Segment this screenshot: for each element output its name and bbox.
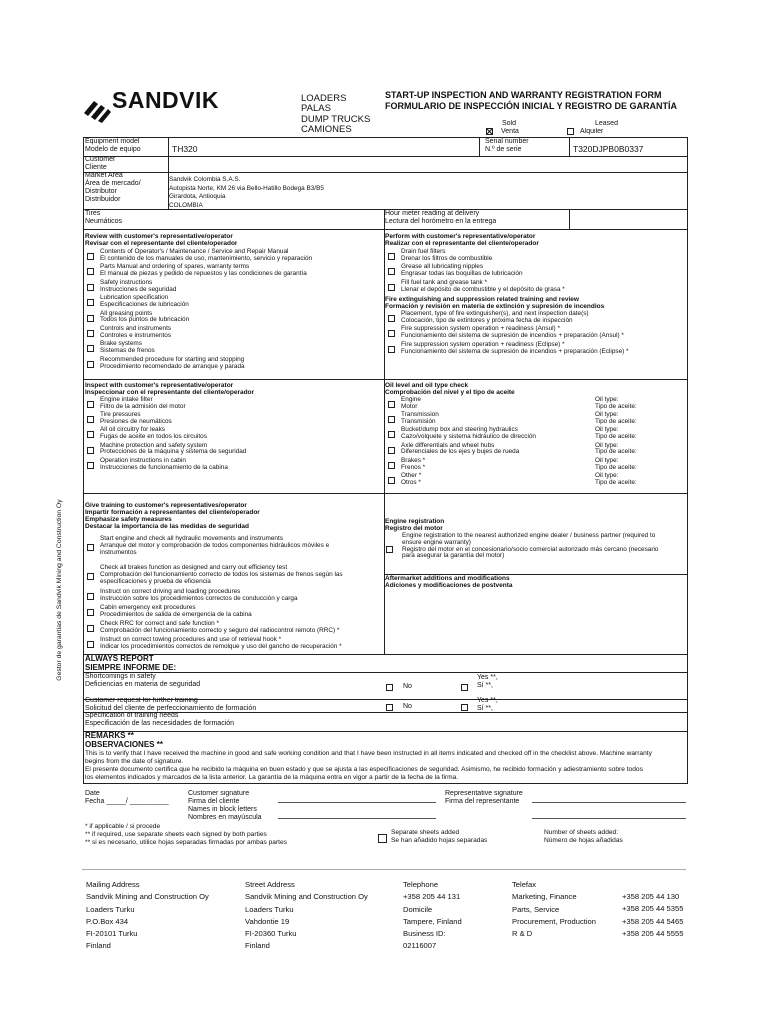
category-item: LOADERS [301,93,347,104]
oil-section-title: Oil level and oil type check Comprobación del nivel y el tipo de aceite [385,382,515,396]
checklist-checkbox[interactable] [87,401,94,408]
customer-request-label: Customer request for further training Solicitud del cliente de perfeccionamiento de formación [85,697,257,712]
logo-text: SANDVIK [112,87,220,113]
checklist-item: Engine Motor [401,396,421,410]
number-of-sheets-label: Number of sheets added: Número de hojas añadidas [544,829,623,844]
representative-name-line[interactable] [532,818,686,819]
training-checkbox[interactable] [87,544,94,551]
training-item: Instruct on correct driving and loading procedures Instrucción sobre los procedimientos correctos de conducción y carga [100,588,298,602]
representative-signature-line[interactable] [532,802,686,803]
footer-fax-numbers: +358 205 44 130 +358 205 44 5355 +358 205 44 5465 +358 205 44 5555 [622,892,684,938]
customer-request-yes-checkbox[interactable] [461,704,468,711]
checklist-item: Machine protection and safety system Protecciones de la máquina y sistema de seguridad [100,441,247,456]
checklist-item: Drain fuel filters Drenar los filtros de combustible [401,248,493,262]
date-label: Date Fecha _____/ __________ [85,790,169,805]
engine-registration-text: Engine registration to the nearest authorized engine dealer / business partner (required to ensure engine warranty) Registro del motor en el concesionario/socio comercial autorizado más cercano (necesario para asegurar la garantía del motor) [402,532,659,560]
training-section-title: Give training to customer's representatives/operator Impartir formación a representantes del cliente/operador Emphasize safety measures Destacar la importancia de las medidas de seguridad [85,502,260,530]
always-report-title: ALWAYS REPORT SIEMPRE INFORME DE: [85,654,177,672]
sandvik-logo-icon [82,97,112,123]
form-title [385,90,677,111]
checklist-checkbox[interactable] [87,315,94,322]
sold-label-es: Venta [501,128,519,135]
checklist-checkbox[interactable] [388,416,395,423]
leased-checkbox[interactable] [567,128,574,135]
category-item: DUMP TRUCKS [301,113,371,125]
checklist-item: Bucket/dump box and steering hydraulics Cazo/volquete y sistema hidráulico de dirección [401,426,536,441]
declaration-text: This is to verify that I have received the machine in good and safe working condition and that I have been instructed in all items indicated and checked off in the checklist above. Machine warranty begins from the date of signature. El presente documento certifica que he recibido la máquina en buen estado y que se ajusta a las especificaciones de seguridad. Asimismo, he recibido formación y adiestramiento sobre todos los elementos indicados y marcados de la lista anterior. La garantía de la máquina entra en vigor a partir de la fecha de la firma. [85,750,652,781]
checklist-checkbox[interactable] [87,268,94,275]
serial-number-label: Serial number N.º de serie [485,138,529,153]
checklist-checkbox[interactable] [388,253,395,260]
customer-request-no-label: No [403,703,412,710]
checklist-checkbox[interactable] [388,462,395,469]
footnotes: * if applicable / si procede ** if required, use separate sheets each signed by both parties ** si es necesario, utilice hojas separadas firmadas por ambas partes [85,823,287,846]
category-list [301,94,370,135]
checklist-item: Operation instructions in cabin Instrucciones de funcionamiento de la cabina [100,456,228,471]
checklist-item: Fire suppression system operation + readiness (Ansul) * Funcionamiento del sistema de supresión de incendios + preparación (Ansul) * [401,325,624,340]
customer-label: Customer Cliente [85,156,116,171]
checklist-checkbox[interactable] [87,361,94,368]
training-item: Check RRC for correct and safe function * Comprobación del funcionamiento correcto y seguro del radiocontrol remoto (RRC) * [100,620,340,634]
hour-meter-label: Hour meter reading at delivery Lectura del horómetro en la entrega [385,210,497,225]
checklist-item: Lubrication specification Especificaciones de lubricación [100,294,189,308]
checklist-item: Safety instructions Instrucciones de seguridad [100,278,177,293]
market-area-label: Market Area Área de mercado/ Distributor Distribuidor [85,172,141,203]
oil-type-label: Oil type: Tipo de aceite: [595,456,637,471]
review-section-title: Review with customer's representative/operator Revisar con el representante del cliente/operador [85,233,238,247]
customer-name-line[interactable] [278,818,436,819]
leased-label: Leased [595,120,618,127]
footer-divider [82,869,686,870]
training-item: Start engine and check all hydraulic movements and instruments Arranque del motor y comprobación de todos componentes hidráulicos móviles e instrumentos [100,535,330,556]
sandvik-logo [82,87,220,124]
checklist-item: Tire pressures Presiones de neumáticos [100,411,172,425]
checklist-checkbox[interactable] [87,431,94,438]
form-title-es: FORMULARIO DE INSPECCIÓN INICIAL Y REGISTRO DE GARANTÍA [385,100,678,111]
aftermarket-title: Aftermarket additions and modifications Adiciones y modificaciones de postventa [385,575,513,589]
training-checkbox[interactable] [87,609,94,616]
serial-number-value[interactable]: T320DJPB0B0337 [573,145,644,153]
form-title-en: START-UP INSPECTION AND WARRANTY REGISTRATION FORM [385,90,662,100]
sheets-added-checkbox[interactable] [378,834,387,843]
checklist-item: Contents of Operator's / Maintenance / Service and Repair Manual El contenido de los manuales de uso, mantenimiento, servicio y reparación [100,248,313,262]
checklist-checkbox[interactable] [87,284,94,291]
oil-type-label: Oil type: Tipo de aceite: [595,411,637,425]
engine-registration-checkbox[interactable] [386,546,393,553]
tires-label: Tires Neumáticos [85,210,122,225]
checklist-item: Placement, type of fire extinguisher(s), and next inspection date(s) Colocación, tipo de extintores y próxima fecha de inspección [401,310,589,324]
inspect-section-title: Inspect with customer's representative/operator Inspeccionar con el representante del cliente/operador [85,382,255,396]
training-needs-label: Specification of training needs Especificación de las necesidades de formación [85,712,235,727]
checklist-checkbox[interactable] [87,253,94,260]
remarks-title: REMARKS ** OBSERVACIONES ** [85,731,163,749]
checklist-item: All greasing points Todos los puntos de lubricación [100,309,190,324]
training-checkbox[interactable] [87,573,94,580]
footer-phone: Telephone +358 205 44 131 Domicile Tampere, Finland Business ID: 02116007 [403,880,462,951]
checklist-checkbox[interactable] [388,477,395,484]
checklist-checkbox[interactable] [388,401,395,408]
oil-type-label: Oil type: Tipo de aceite: [595,472,637,486]
checklist-checkbox[interactable] [87,416,94,423]
checklist-checkbox[interactable] [388,268,395,275]
customer-request-no-checkbox[interactable] [386,704,393,711]
oil-type-label: Oil type: Tipo de aceite: [595,441,637,456]
training-checkbox[interactable] [87,593,94,600]
fire-section-title: Fire extinguishing and suppression related training and review Formación y revisión en materia de extinción y supresión de incendios [385,296,605,310]
checklist-checkbox[interactable] [388,315,395,322]
category-item: CAMIONES [301,123,352,135]
footer-street: Street Address Sandvik Mining and Construction Oy Loaders Turku Vahdontie 19 FI-20360 Turku Finland [245,880,368,951]
shortcomings-label: Shortcomings in safety Deficiencias en materia de seguridad [85,673,201,688]
checklist-item: Engine intake filter Filtro de la admisión del motor [100,396,186,410]
shortcomings-yes-checkbox[interactable] [461,684,468,691]
checklist-item: Recommended procedure for starting and stopping Procedimiento recomendado de arranque y parada [100,355,245,370]
checklist-checkbox[interactable] [388,447,395,454]
shortcomings-no-checkbox[interactable] [386,684,393,691]
checklist-item: Other * Otros * [401,472,422,486]
shortcomings-no-label: No [403,683,412,690]
training-checkbox[interactable] [87,641,94,648]
checklist-item: All oil circuitry for leaks Fugas de aceite en todos los circuitos [100,426,207,441]
training-checkbox[interactable] [87,625,94,632]
sold-checkbox[interactable] [486,128,493,135]
equipment-model-label: Equipment model Modelo de equipo [85,138,141,153]
sheets-added-label: Separate sheets added Se han añadido hojas separadas [391,829,488,844]
checklist-item: Fire suppression system operation + readiness (Eclipse) * Funcionamiento del sistema de supresión de incendios + preparación (Eclipse) * [401,340,629,355]
checklist-item: Brake systems Sistemas de frenos [100,340,155,355]
category-item: PALAS [301,103,331,115]
checklist-checkbox[interactable] [87,345,94,352]
customer-request-yes-label: Yes **, Sí **, [477,697,498,712]
checklist-checkbox[interactable] [87,447,94,454]
checklist-checkbox[interactable] [87,462,94,469]
customer-signature-label: Customer signature Firma del cliente Names in block letters Nombres en mayúscula [188,790,262,821]
perform-section-title: Perform with customer's representative/operator Realizar con el representante del cliente/operador [385,233,539,247]
representative-signature-label: Representative signature Firma del representante [445,790,523,805]
checklist-checkbox[interactable] [388,330,395,337]
checklist-item: Axle differentials and wheel hubs Diferenciales de los ejes y bujes de rueda [401,441,520,456]
training-item: Instruct on correct towing procedures and use of retrieval hook * Indicar los procedimientos correctos de remolque y uso del gancho de recuperación * [100,636,342,650]
footer-telefax: Telefax Marketing, Finance Parts, Service Procurement, Production R & D [512,880,596,939]
checklist-item: Fill fuel tank and grease tank * Llenar el depósito de combustible y el depósito de grasa * [401,278,565,293]
leased-label-es: Alquiler [580,128,604,135]
checklist-item: Parts Manual and ordering of spares, warranty terms El manual de piezas y pedido de repuestos y las condiciones de garantía [100,263,307,278]
side-text: Gestor de garantías de Sandvik Mining and Construction Oy [56,499,63,681]
checklist-checkbox[interactable] [87,299,94,306]
training-item: Cabin emergency exit procedures Procedimientos de salida de emergencia de la cabina [100,604,252,618]
checklist-checkbox[interactable] [388,431,395,438]
checklist-item: Brakes * Frenos * [401,456,426,471]
market-area-value[interactable]: Sandvik Colombia S.A.S. Autopista Norte, KM 26 via Bello-Hatillo Bodega B3/B5 Girardota, Antioquia COLOMBIA [169,176,324,209]
shortcomings-yes-label: Yes **, Sí **, [477,674,498,689]
oil-type-label: Oil type: Tipo de aceite: [595,426,637,441]
sold-label: Sold [502,120,517,127]
footer-mailing: Mailing Address Sandvik Mining and Construction Oy Loaders Turku P.O.Box 434 FI-20101 Turku Finland [86,880,209,951]
customer-field[interactable] [168,156,685,171]
equipment-model-value[interactable]: TH320 [172,145,198,153]
checklist-checkbox[interactable] [388,284,395,291]
oil-type-label: Oil type: Tipo de aceite: [595,396,637,410]
checklist-checkbox[interactable] [388,346,395,353]
checklist-item: Transmission Transmisión [401,411,439,425]
checklist-item: Grease all lubricating nipples Engrasar todas las boquillas de lubricación [401,263,523,278]
training-item: Check all brakes function as designed and carry out efficiency test Comprobación del funcionamiento correcto de todos los sistemas de frenos según las especificaciones y prueba de eficiencia [100,564,343,585]
customer-signature-line[interactable] [278,802,436,803]
engine-registration-title: Engine registration Registro del motor [385,518,445,532]
checklist-item: Controls and instruments Controles e instrumentos [100,325,172,339]
checklist-checkbox[interactable] [87,330,94,337]
